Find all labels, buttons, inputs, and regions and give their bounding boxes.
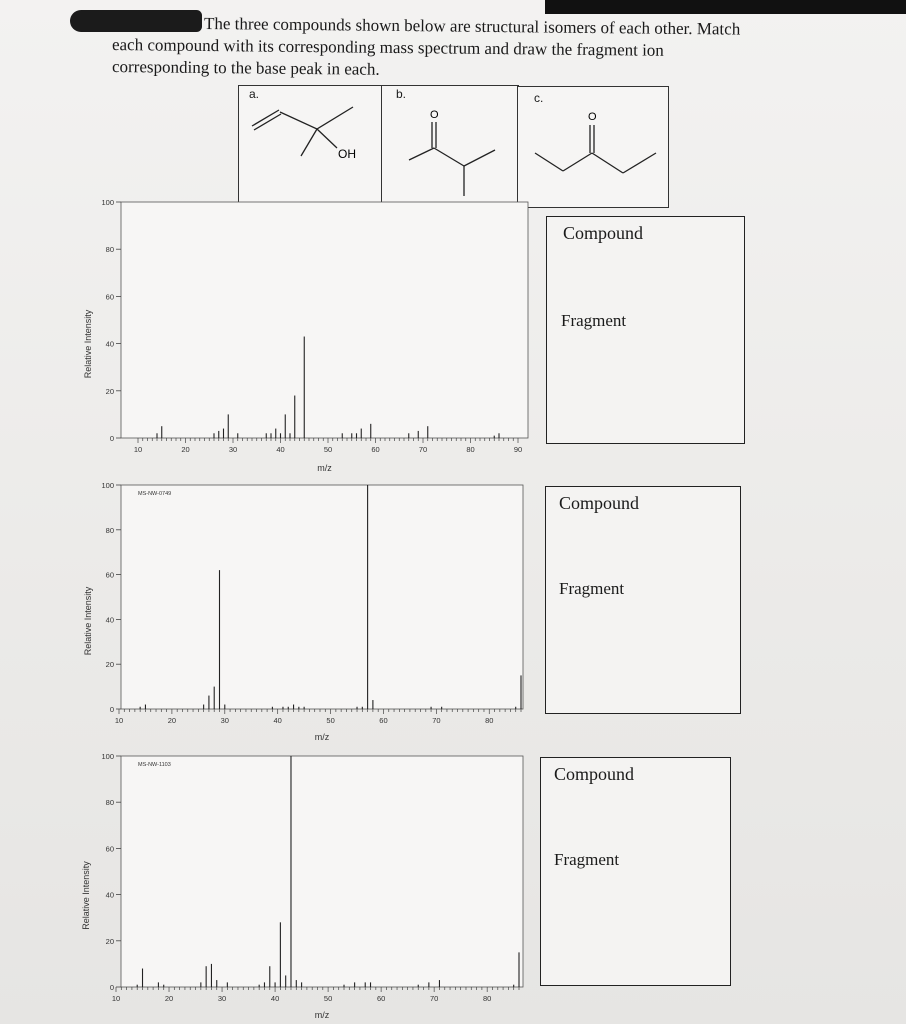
structure-box-b: [381, 85, 519, 208]
y-tick-label: 80: [105, 245, 114, 255]
y-tick-label: 0: [109, 705, 114, 714]
y-axis-label: Relative Intensity: [81, 861, 91, 930]
x-tick-label: 20: [167, 716, 177, 725]
plot-frame: [121, 202, 528, 438]
structure-letter: b.: [396, 87, 407, 101]
structure-letter: c.: [534, 91, 544, 105]
y-tick-label: 100: [101, 481, 114, 490]
x-tick-label: 50: [323, 994, 333, 1003]
x-tick-label: 10: [111, 994, 121, 1003]
y-tick-label: 60: [105, 570, 114, 580]
x-tick-label: 40: [270, 994, 280, 1003]
tertiary-allylic-alcohol-structure: [239, 86, 382, 203]
x-tick-label: 50: [326, 716, 335, 725]
x-tick-label: 90: [513, 445, 523, 454]
x-tick-label: 30: [220, 716, 229, 725]
x-tick-label: 70: [418, 445, 428, 454]
x-tick-label: 50: [323, 445, 333, 454]
y-tick-label: 0: [109, 434, 114, 443]
x-tick-label: 80: [485, 716, 494, 725]
answer-box-1[interactable]: [546, 216, 745, 444]
mass-spectrum-2: [55, 478, 535, 750]
structure-letter: a.: [249, 87, 260, 101]
plot-frame: [121, 756, 523, 987]
x-tick-label: 20: [164, 994, 174, 1003]
x-tick-label: 10: [114, 716, 124, 725]
x-axis-label: m/z: [317, 463, 332, 473]
fragment-label: Fragment: [554, 850, 620, 869]
question-line: The three compounds shown below are structural isomers of each other. Match: [203, 13, 741, 39]
question-line: corresponding to the base peak in each.: [111, 57, 380, 79]
x-tick-label: 60: [379, 716, 388, 725]
y-tick-label: 60: [105, 292, 114, 302]
mass-spectrum-3: [55, 748, 535, 1024]
x-axis-label: m/z: [314, 1010, 330, 1020]
y-tick-label: 40: [105, 615, 114, 625]
y-axis-label: Relative Intensity: [83, 309, 93, 379]
compound-label: Compound: [563, 223, 644, 243]
answer-box-3[interactable]: [540, 757, 731, 986]
structure-box-c: [517, 86, 669, 208]
x-tick-label: 60: [371, 445, 380, 454]
x-tick-label: 70: [432, 716, 441, 725]
answer-box-2[interactable]: [545, 486, 741, 714]
x-axis-label: m/z: [314, 732, 330, 742]
spectrum-code: MS-NW-1103: [138, 762, 171, 768]
x-tick-label: 80: [466, 445, 475, 454]
y-tick-label: 100: [101, 198, 114, 207]
methyl-isopropyl-ketone-structure: [382, 86, 518, 207]
structure-label: O: [430, 109, 439, 121]
x-tick-label: 70: [429, 994, 439, 1003]
x-tick-label: 30: [228, 445, 238, 454]
y-tick-label: 80: [105, 525, 114, 535]
x-tick-label: 30: [217, 994, 227, 1003]
compound-label: Compound: [554, 764, 635, 784]
x-tick-label: 40: [276, 445, 285, 454]
x-tick-label: 40: [273, 716, 282, 725]
y-tick-label: 60: [105, 844, 114, 854]
y-tick-label: 100: [101, 752, 114, 761]
compound-label: Compound: [559, 493, 640, 513]
y-tick-label: 0: [109, 983, 114, 992]
y-axis-label: Relative Intensity: [83, 586, 93, 656]
y-tick-label: 20: [105, 936, 114, 946]
y-tick-label: 40: [105, 890, 114, 900]
fragment-label: Fragment: [561, 311, 627, 330]
x-tick-label: 20: [181, 445, 190, 454]
question-text: [112, 12, 832, 78]
x-tick-label: 80: [483, 994, 492, 1003]
diethyl-ketone-structure: [518, 87, 668, 207]
y-tick-label: 80: [105, 798, 114, 808]
question-line: each compound with its corresponding mass spectrum and draw the fragment ion: [111, 35, 664, 60]
y-tick-label: 20: [105, 386, 114, 396]
structure-label: OH: [338, 147, 356, 161]
mass-spectrum-1: [55, 195, 535, 480]
structure-box-a: [238, 85, 383, 204]
x-tick-label: 10: [133, 445, 143, 454]
y-tick-label: 40: [105, 339, 114, 349]
fragment-label: Fragment: [559, 579, 625, 598]
spectrum-code: MS-NW-0749: [138, 491, 172, 497]
x-tick-label: 60: [376, 994, 386, 1003]
plot-frame: [121, 485, 523, 709]
y-tick-label: 20: [105, 660, 114, 670]
structure-label: O: [588, 111, 597, 123]
